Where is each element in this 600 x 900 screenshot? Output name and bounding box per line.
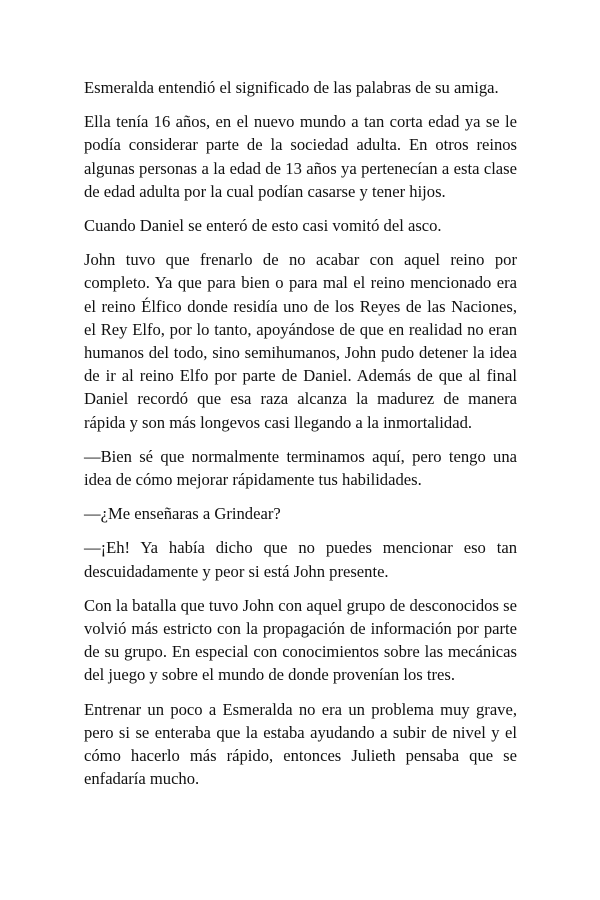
book-page-text (84, 76, 517, 801)
dialogue-line-1: —Bien sé que normalmente terminamos aquí, pero tengo una idea de cómo mejorar rápidamente tus habilidades. (84, 446, 517, 490)
paragraph-6: Entrenar un poco a Esmeralda no era un problema muy grave, pero si se enteraba que la estaba ayudando a subir de nivel y el cómo hacerlo más rápido, entonces Julieth pensaba que se enfadaría mucho. (84, 699, 517, 789)
paragraph-3: Cuando Daniel se enteró de esto casi vomitó del asco. (84, 216, 442, 236)
dialogue-line-3: —¡Eh! Ya había dicho que no puedes mencionar eso tan descuidadamente y peor si está John presente. (84, 538, 517, 581)
paragraph-2: Ella tenía 16 años, en el nuevo mundo a tan corta edad ya se le podía considerar parte de la sociedad adulta. En otros reinos algunas personas a la edad de 13 años ya pertenecían a esta clase de edad adulta por la cual podían casarse y tener hijos. (84, 112, 517, 201)
paragraph-5: Con la batalla que tuvo John con aquel grupo de desconocidos se volvió más estricto con la propagación de información por parte de su grupo. En especial con conocimientos sobre las mecánicas del juego y sobre el mundo de donde provenían los tres. (84, 595, 517, 685)
paragraph-1: Esmeralda entendió el significado de las palabras de su amiga. (84, 78, 499, 97)
dialogue-line-2: —¿Me enseñaras a Grindear? (84, 504, 281, 524)
paragraph-4: John tuvo que frenarlo de no acabar con aquel reino por completo. Ya que para bien o para mal el reino mencionado era el reino Élfico donde residía uno de los Reyes de las Naciones, el Rey Elfo, por lo tanto, apoyándose de que en realidad no eran humanos del todo, sino semihumanos, John pudo detener la idea de ir al reino Elfo por parte de Daniel. Además de que al final Daniel recordó que esa raza alcanza la madurez de manera rápida y son más longevos casi llegando a la inmortalidad. (84, 250, 517, 432)
